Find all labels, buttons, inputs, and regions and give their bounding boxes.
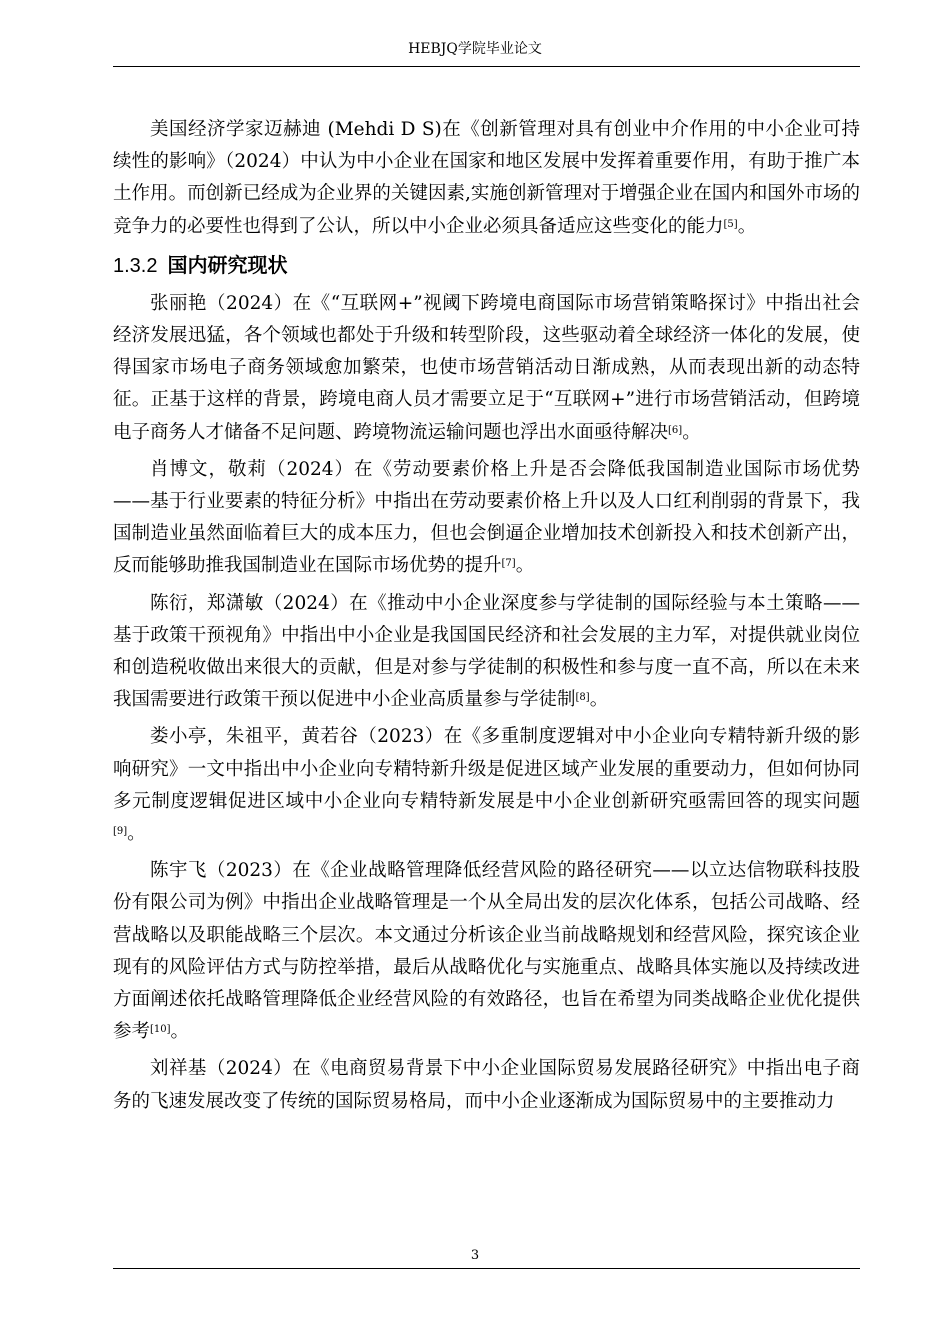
citation: [10] [150,1024,171,1036]
paragraph-7: 刘祥基（2024）在《电商贸易背景下中小企业国际贸易发展路径研究》中指出电子商务的飞速发展改变了传统的国际贸易格局，而中小企业逐渐成为国际贸易中的主要推动力 [113,1058,860,1112]
header-rule [113,66,860,67]
paragraph-3: 肖博文，敬莉（2024）在《劳动要素价格上升是否会降低我国制造业国际市场优势——基于行业要素的特征分析》中指出在劳动要素价格上升以及人口红利削弱的背景下，我国制造业虽然面临着巨大的成本压力，但也会倒逼企业增加技术创新投入和技术创新产出，反而能够助推我国制造业在国际市场优势的提升[7]。 [113,458,860,577]
citation: [9] [113,826,128,838]
paragraph-1: 美国经济学家迈赫迪 (Mehdi D S)在《创新管理对具有创业中介作用的中小企业可持续性的影响》（2024）中认为中小企业在国家和地区发展中发挥着重要作用，有助于推广本土作用。而创新已经成为企业界的关键因素,实施创新管理对于增强企业在国内和国外市场的竞争力的必要性也得到了公认，所以中小企业必须具备适应这些变化的能力[5]。 [113,119,860,237]
document-body [113,114,860,1123]
citation: [5] [723,218,738,230]
citation: [6] [668,424,683,436]
paragraph-5: 娄小亭，朱祖平，黄若谷（2023）在《多重制度逻辑对中小企业向专精特新升级的影响研究》一文中指出中小企业向专精特新升级是促进区域产业发展的重要动力，但如何协同多元制度逻辑促进区域中小企业向专精特新发展是中小企业创新研究亟需回答的现实问题[9]。 [113,726,860,845]
paragraph-2: 张丽艳（2024）在《“互联网+”视阈下跨境电商国际市场营销策略探讨》中指出社会经济发展迅猛，各个领域也都处于升级和转型阶段，这些驱动着全球经济一体化的发展，使得国家市场电子商务领域愈加繁荣，也使市场营销活动日渐成熟，从而表现出新的动态特征。正基于这样的背景，跨境电商人员才需要立足于“互联网+”进行市场营销活动，但跨境电子商务人才储备不足问题、跨境物流运输问题也浮出水面亟待解决[6]。 [113,292,860,443]
section-title: 国内研究现状 [167,252,288,277]
citation: [8] [575,692,590,704]
paragraph-6: 陈宇飞（2023）在《企业战略管理降低经营风险的路径研究——以立达信物联科技股份有限公司为例》中指出企业战略管理是一个从全局出发的层次化体系，包括公司战略、经营战略以及职能战略三个层次。本文通过分析该企业当前战略规划和经营风险，探究该企业现有的风险评估方式与防控举措，最后从战略优化与实施重点、战略具体实施以及持续改进方面阐述依托战略管理降低企业经营风险的有效路径，也旨在希望为同类战略企业优化提供参考[10]。 [113,860,860,1043]
section-heading [113,248,860,283]
page-number: 3 [470,1248,480,1263]
citation: [7] [501,558,516,570]
footer-rule [113,1268,860,1269]
paragraph-4: 陈衍，郑潇敏（2024）在《推动中小企业深度参与学徒制的国际经验与本土策略——基于政策干预视角》中指出中小企业是我国国民经济和社会发展的主力军，对提供就业岗位和创造税收做出来很大的贡献，但是对参与学徒制的积极性和参与度一直不高，所以在未来我国需要进行政策干预以促进中小企业高质量参与学徒制[8]。 [113,592,860,711]
section-number: 1.3.2 [113,254,158,277]
page-header-title: HEBJQ学院毕业论文 [408,41,542,57]
